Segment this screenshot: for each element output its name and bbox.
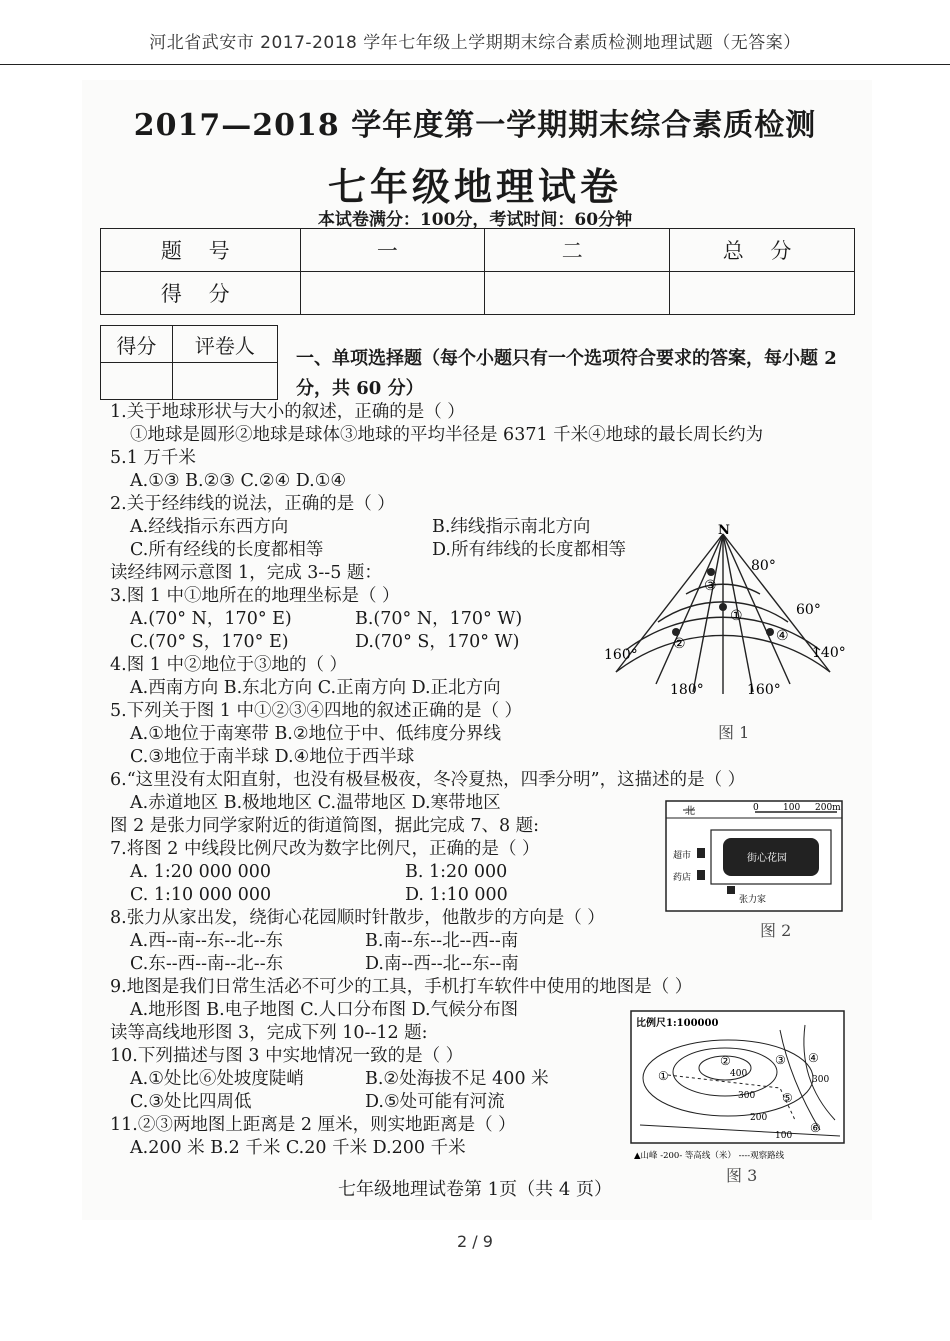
pharmacy-marker — [697, 870, 705, 880]
figure3-contour-map — [630, 1010, 845, 1162]
question-line: 5.1 万千米 — [110, 448, 196, 468]
contour-label: 300 — [812, 1075, 830, 1085]
page-header: 河北省武安市 2017-2018 学年七年级上学期期末综合素质检测地理试题（无答案） — [149, 33, 801, 53]
score-cell — [670, 272, 855, 315]
option: D. 1:10 000 — [405, 885, 508, 905]
north-label: N — [718, 523, 730, 538]
question-line: 7.将图 2 中线段比例尺改为数字比例尺，正确的是（ ） — [110, 839, 540, 859]
options-line: A.地形图 B.电子地图 C.人口分布图 D.气候分布图 — [130, 1000, 519, 1020]
option: D.⑤处可能有河流 — [365, 1092, 505, 1112]
point-4-dot — [766, 628, 774, 636]
north-label: 北 — [685, 806, 695, 817]
point-4-label: ④ — [776, 628, 789, 644]
score-row-label: 得 分 — [101, 272, 301, 315]
scale-label: 0 — [753, 803, 759, 813]
option: B.南--东--北--西--南 — [365, 931, 519, 951]
question-line: 9.地图是我们日常生活必不可少的工具，手机打车软件中使用的地图是（ ） — [110, 977, 693, 997]
option: C.③处比四周低 — [130, 1092, 252, 1112]
supermarket-marker — [697, 848, 705, 858]
score-table — [100, 228, 855, 315]
option: D.(70° S，170° W) — [355, 632, 520, 652]
home-marker — [727, 886, 735, 894]
option: A.西--南--东--北--东 — [130, 931, 284, 951]
scale-label: 200m — [815, 803, 841, 813]
point-5-label: ⑤ — [782, 1091, 793, 1105]
point-3-dot — [707, 568, 715, 576]
figure1-graticule — [598, 522, 848, 702]
section-title: 一、单项选择题（每个小题只有一个选项符合要求的答案，每小题 2 分，共 60 分） — [296, 348, 837, 399]
figure1-caption: 图 1 — [718, 723, 750, 742]
park-label: 街心花园 — [747, 853, 787, 864]
question-line: 8.张力从家出发，绕街心花园顺时针散步，他散步的方向是（ ） — [110, 908, 605, 928]
option: A.经线指示东西方向 — [130, 517, 289, 537]
grader-name-label: 评卷人 — [172, 326, 277, 363]
latitude-80-label: 80° — [751, 558, 776, 574]
score-cell — [300, 272, 485, 315]
exam-subject-title: 七年级地理试卷 — [327, 164, 622, 209]
supermarket-label: 超市 — [673, 851, 692, 861]
option: D.南--西--北--东--南 — [365, 954, 519, 974]
option: B.纬线指示南北方向 — [432, 517, 591, 537]
page-footer: 七年级地理试卷第 1页（共 4 页） — [337, 1179, 613, 1200]
grader-table — [100, 325, 278, 400]
question-line: 3.图 1 中①地所在的地理坐标是（ ） — [110, 586, 400, 606]
point-1-dot — [719, 603, 727, 611]
score-header-cell: 题 号 — [101, 229, 301, 272]
options-line: A.①③ B.②③ C.②④ D.①④ — [130, 471, 347, 491]
longitude-label: 160° — [747, 682, 781, 698]
scale-label: 比例尺1:100000 — [636, 1018, 719, 1029]
pharmacy-label: 药店 — [673, 873, 692, 883]
point-2-label: ② — [720, 1054, 731, 1068]
question-line: 10.下列描述与图 3 中实地情况一致的是（ ） — [110, 1046, 464, 1066]
contour-label: 200 — [750, 1113, 768, 1123]
question-line: 4.图 1 中②地位于③地的（ ） — [110, 655, 348, 675]
point-1-label: ① — [658, 1069, 669, 1083]
options-line: A.200 米 B.2 千米 C.20 千米 D.200 千米 — [130, 1138, 466, 1158]
instruction-line: 图 2 是张力同学家附近的街道简图，据此完成 7、8 题: — [110, 816, 540, 836]
question-line: ①地球是圆形②地球是球体③地球的平均半径是 6371 千米④地球的最长周长约为 — [130, 425, 764, 445]
contour-label: 300 — [738, 1091, 756, 1101]
contour-label: 100 — [775, 1131, 793, 1141]
meridian-line — [656, 534, 723, 684]
legend: ▲山峰 -200- 等高线（米） ----观察路线 — [634, 1151, 785, 1161]
option: A.(70° N，170° E) — [130, 609, 292, 629]
score-header-cell: 二 — [485, 229, 670, 272]
score-header-cell: 总 分 — [670, 229, 855, 272]
point-4-label: ④ — [808, 1051, 819, 1065]
score-cell — [485, 272, 670, 315]
longitude-label: 140° — [812, 645, 846, 661]
point-1-label: ① — [730, 608, 743, 624]
exam-title: 2017—2018 学年度第一学期期末综合素质检测 — [133, 108, 817, 143]
question-line: 2.关于经纬线的说法，正确的是（ ） — [110, 494, 395, 514]
option: C.(70° S，170° E) — [130, 632, 289, 652]
question-line: 1.关于地球形状与大小的叙述，正确的是（ ） — [110, 402, 465, 422]
point-6-label: ⑥ — [810, 1121, 821, 1135]
longitude-label: 180° — [670, 682, 704, 698]
contour-label: 400 — [730, 1069, 748, 1079]
page-number: 2 / 9 — [457, 1232, 493, 1251]
point-2-dot — [672, 628, 680, 636]
instruction-line: 读经纬网示意图 1，完成 3--5 题： — [110, 563, 382, 583]
scale-label: 100 — [783, 803, 801, 813]
longitude-label: 160° — [604, 647, 638, 663]
option: A.①处比⑥处坡度陡峭 — [130, 1069, 304, 1089]
options-line: C.③地位于南半球 D.④地位于西半球 — [130, 747, 415, 767]
option: C.所有经线的长度都相等 — [130, 540, 324, 560]
question-line: 5.下列关于图 1 中①②③④四地的叙述正确的是（ ） — [110, 701, 523, 721]
option: B.②处海拔不足 400 米 — [365, 1069, 549, 1089]
score-header-cell: 一 — [300, 229, 485, 272]
grader-cell — [101, 363, 173, 400]
figure2-street-map — [665, 800, 843, 912]
point-3-label: ③ — [704, 578, 717, 594]
option: C.东--西--南--北--东 — [130, 954, 284, 974]
options-line: A.西南方向 B.东北方向 C.正南方向 D.正北方向 — [130, 678, 501, 698]
option: C. 1:10 000 000 — [130, 885, 272, 905]
header-divider — [0, 64, 950, 65]
grader-cell — [172, 363, 277, 400]
grader-score-label: 得分 — [101, 326, 173, 363]
figure2-caption: 图 2 — [760, 921, 792, 940]
point-3-label: ③ — [775, 1053, 786, 1067]
exam-info: 本试卷满分：100分，考试时间：60分钟 — [317, 210, 633, 230]
options-line: A.赤道地区 B.极地地区 C.温带地区 D.寒带地区 — [130, 793, 501, 813]
meridian-line — [693, 534, 723, 692]
option: A. 1:20 000 000 — [130, 862, 271, 882]
point-2-label: ② — [673, 636, 686, 652]
question-line: 6.“这里没有太阳直射，也没有极昼极夜，冬冷夏热，四季分明”，这描述的是（ ） — [110, 770, 746, 790]
latitude-60-label: 60° — [796, 602, 821, 618]
home-label: 张力家 — [739, 895, 767, 905]
figure3-caption: 图 3 — [726, 1166, 758, 1185]
option: B. 1:20 000 — [405, 862, 508, 882]
instruction-line: 读等高线地形图 3，完成下列 10--12 题: — [110, 1023, 428, 1043]
question-line: 11.②③两地图上距离是 2 厘米，则实地距离是（ ） — [110, 1115, 516, 1135]
option: B.(70° N，170° W) — [355, 609, 523, 629]
option: D.所有纬线的长度都相等 — [432, 540, 626, 560]
options-line: A.①地位于南寒带 B.②地位于中、低纬度分界线 — [130, 724, 502, 744]
